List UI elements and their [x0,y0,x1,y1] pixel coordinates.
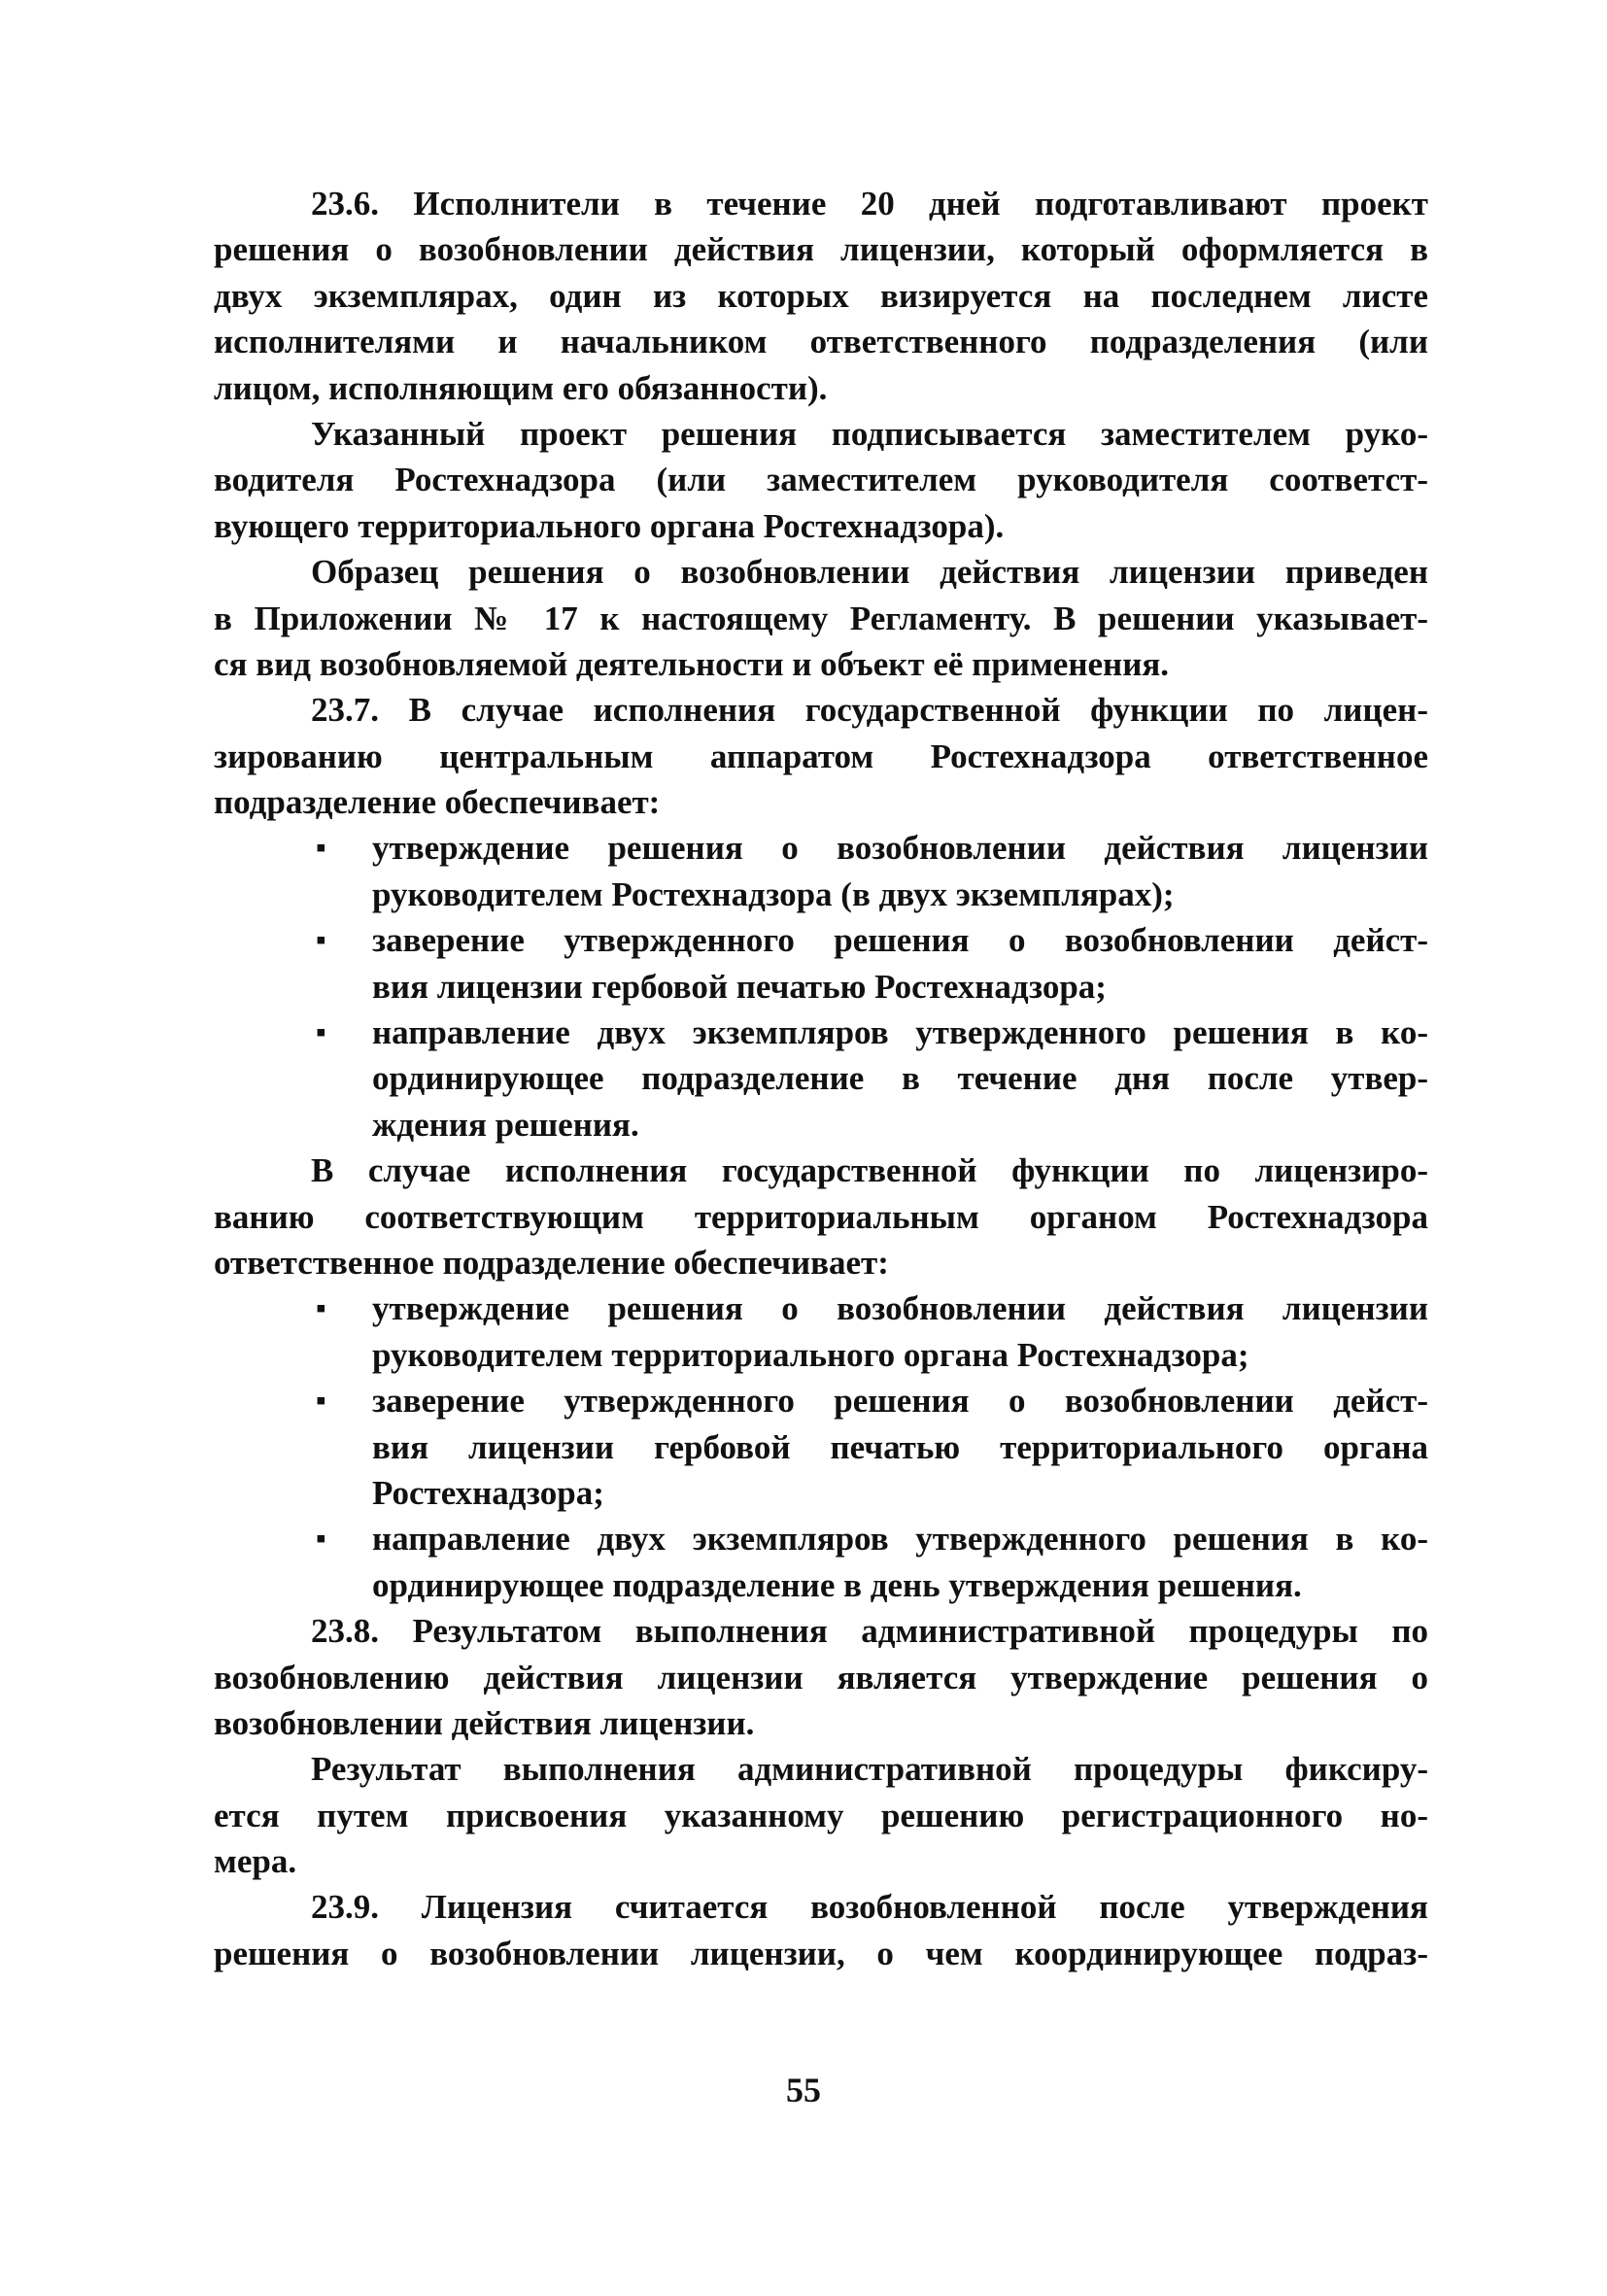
paragraph [214,687,1428,825]
text-line [214,1378,1428,1423]
text-line [214,1332,1428,1378]
line-text: заверение утвержденного решения о возобновлении дейст- [372,921,1428,960]
bullet-item [214,1516,1428,1608]
line-text: вия лицензии гербовой печатью Ростехнадзора; [372,967,1107,1006]
text-line [214,1055,1428,1101]
text-line [214,549,1428,595]
text-line [214,779,1428,825]
text-line [214,1194,1428,1240]
text-line [214,1838,1428,1884]
bullet-item [214,1010,1428,1148]
line-text: ординирующее подразделение в течение дня после утвер- [372,1059,1428,1098]
text-line [214,411,1428,457]
line-text: водителя Ростехнадзора (или заместителем руководителя соответст- [214,461,1428,499]
text-line [214,964,1428,1010]
text-line [214,1240,1428,1285]
line-text: Указанный проект решения подписывается заместителем руко- [311,414,1428,453]
line-text: ванию соответствующим территориальным органом Ростехнадзора [214,1197,1428,1236]
bullet-item [214,1378,1428,1516]
text-line [214,1931,1428,1976]
line-text: ординирующее подразделение в день утверждения решения. [372,1565,1302,1604]
line-text: руководителем территориального органа Ростехнадзора; [372,1335,1249,1374]
text-line [214,226,1428,272]
line-text: вия лицензии гербовой печатью территориального органа [372,1427,1428,1466]
text-line [214,319,1428,364]
paragraph [214,1608,1428,1746]
line-text: утверждение решения о возобновлении действия лицензии [372,1289,1428,1328]
text-line [214,1746,1428,1792]
text-line [214,1608,1428,1654]
line-text: ется путем присвоения указанному решению регистрационного но- [214,1796,1428,1834]
line-text: 23.7. В случае исполнения государственной функции по лицен- [311,691,1428,730]
bullet-item [214,1285,1428,1378]
bullet-item [214,917,1428,1010]
line-text: двух экземплярах, один из которых визируется на последнем листе [214,276,1428,315]
text-line [214,825,1428,871]
line-text: ответственное подразделение обеспечивает: [214,1243,889,1282]
line-text: ся вид возобновляемой деятельности и объект её применения. [214,644,1170,683]
text-line [214,1655,1428,1700]
text-line [214,872,1428,917]
line-text: Результат выполнения административной процедуры фиксиру- [311,1750,1428,1789]
paragraph [214,181,1428,411]
document-body [214,181,1428,1976]
text-line [214,1562,1428,1608]
line-text: подразделение обеспечивает: [214,783,661,822]
text-line [214,687,1428,733]
line-text: утверждение решения о возобновлении действия лицензии [372,829,1428,868]
text-line [214,1102,1428,1148]
text-line [214,596,1428,641]
text-line [214,1424,1428,1470]
bullet-icon: ▪ [316,832,326,865]
text-line [214,503,1428,549]
text-line [214,641,1428,687]
line-text: мера. [214,1842,297,1881]
line-text: Образец решения о возобновлении действия лицензии приведен [311,553,1428,592]
text-line [214,1285,1428,1331]
line-text: 23.8. Результатом выполнения административной процедуры по [311,1612,1428,1651]
line-text: возобновлению действия лицензии является утверждение решения о [214,1658,1428,1696]
text-line [214,917,1428,963]
line-text: лицом, исполняющим его обязанности). [214,368,828,407]
bullet-icon: ▪ [316,1385,326,1418]
line-text: исполнителями и начальником ответственного подразделения (или [214,323,1428,361]
line-text: Ростехнадзора; [372,1473,604,1512]
paragraph [214,1746,1428,1884]
line-text: возобновлении действия лицензии. [214,1703,755,1742]
line-text: руководителем Ростехнадзора (в двух экземплярах); [372,874,1175,913]
line-text: в Приложении № 17 к настоящему Регламенту. В решении указывает- [214,599,1428,637]
text-line [214,734,1428,779]
bullet-icon: ▪ [316,1523,326,1556]
bullet-icon: ▪ [316,924,326,957]
paragraph [214,1148,1428,1285]
text-line [214,181,1428,226]
paragraph [214,549,1428,687]
line-text: В случае исполнения государственной функции по лицензиро- [311,1151,1428,1190]
page-number: 55 [786,2071,821,2109]
line-text: 23.9. Лицензия считается возобновленной после утверждения [311,1888,1428,1927]
text-line [214,365,1428,411]
text-line [214,273,1428,319]
text-line [214,1148,1428,1193]
line-text: решения о возобновлении лицензии, о чем координирующее подраз- [214,1934,1428,1972]
bullet-item [214,825,1428,917]
text-line [214,1700,1428,1746]
line-text: направление двух экземпляров утвержденного решения в ко- [372,1013,1428,1052]
paragraph [214,1884,1428,1976]
bullet-icon: ▪ [316,1292,326,1325]
line-text: ждения решения. [372,1105,639,1144]
text-line [214,1516,1428,1561]
text-line [214,457,1428,502]
line-text: зированию центральным аппаратом Ростехнадзора ответственное [214,737,1428,775]
line-text: вующего территориального органа Ростехнадзора). [214,506,1005,545]
line-text: направление двух экземпляров утвержденного решения в ко- [372,1520,1428,1559]
paragraph [214,411,1428,549]
text-line [214,1884,1428,1930]
text-line [214,1010,1428,1055]
bullet-icon: ▪ [316,1016,326,1049]
line-text: решения о возобновлении действия лицензии, который оформляется в [214,230,1428,269]
line-text: 23.6. Исполнители в течение 20 дней подготавливают проект [311,185,1428,223]
text-line [214,1470,1428,1516]
line-text: заверение утвержденного решения о возобновлении дейст- [372,1382,1428,1421]
text-line [214,1793,1428,1838]
